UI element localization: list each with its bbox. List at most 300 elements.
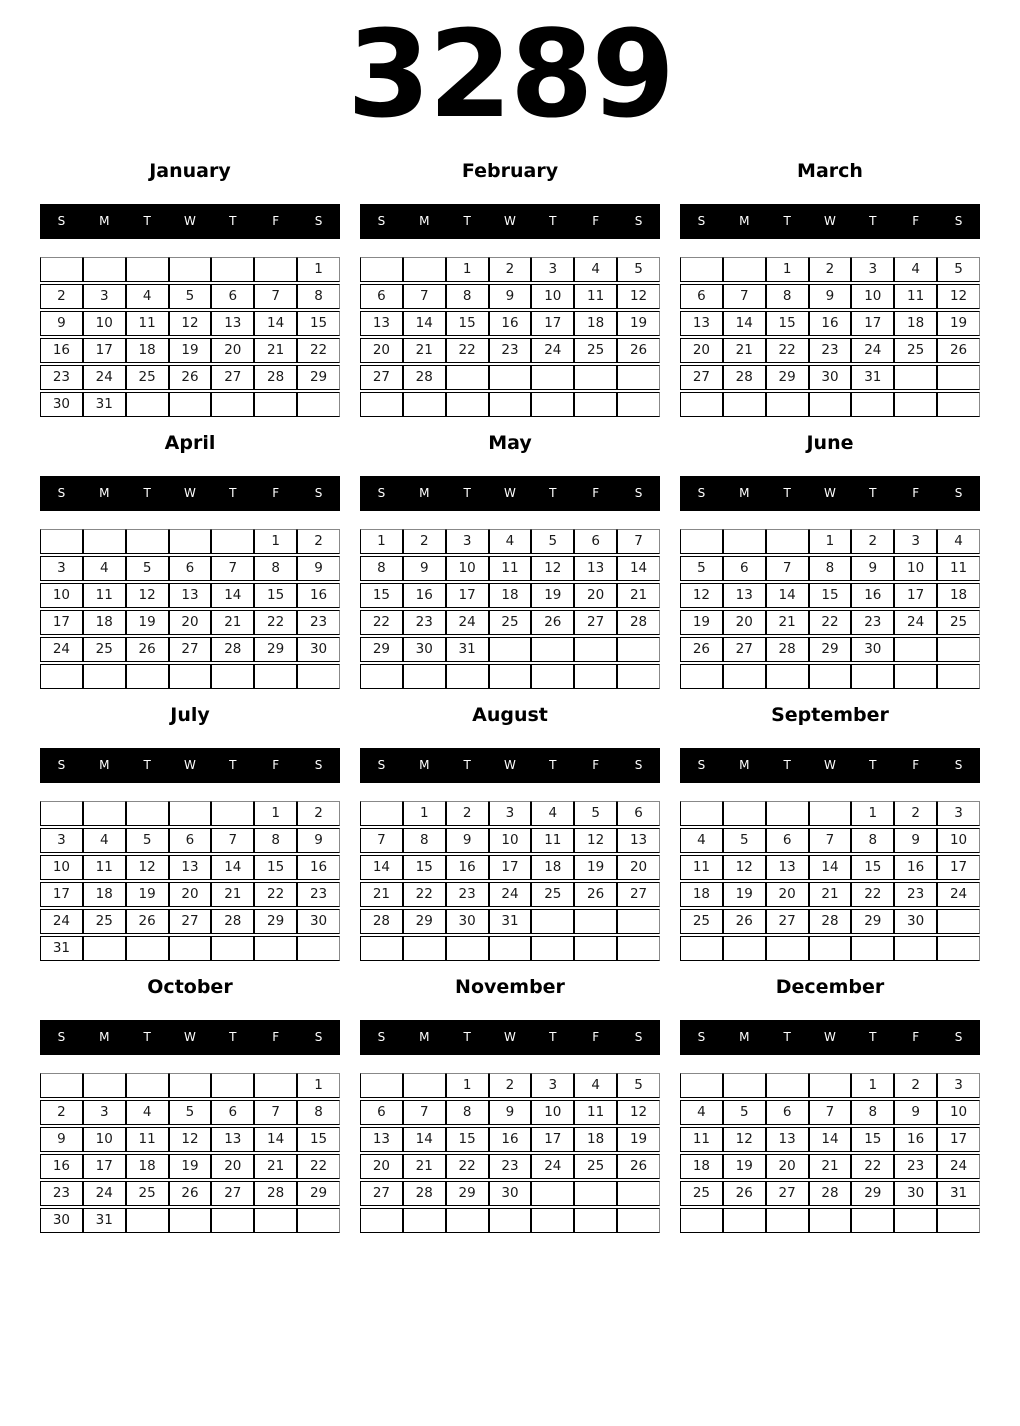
day-cell: 24 xyxy=(40,909,83,934)
day-cell: 7 xyxy=(617,529,660,554)
week-row xyxy=(360,284,660,309)
day-cell: 11 xyxy=(126,1127,169,1152)
day-cell: 13 xyxy=(766,855,809,880)
day-cell: 4 xyxy=(937,529,980,554)
day-cell: 16 xyxy=(489,1127,532,1152)
month-title: December xyxy=(775,975,885,998)
weekday-letter: T xyxy=(869,1030,877,1045)
weekday-letter: F xyxy=(912,486,920,501)
weekday-header-bar xyxy=(360,476,660,511)
day-cell: 30 xyxy=(851,637,894,662)
day-cell: 28 xyxy=(723,365,766,390)
weekday-letter: T xyxy=(549,758,557,773)
day-cell: 24 xyxy=(937,1154,980,1179)
empty-day-cell xyxy=(360,801,403,826)
day-cell: 25 xyxy=(83,637,126,662)
weekday-letter: F xyxy=(272,1030,280,1045)
empty-day-cell xyxy=(937,664,980,689)
day-cell: 8 xyxy=(851,1100,894,1125)
day-cell: 19 xyxy=(169,1154,212,1179)
day-cell: 10 xyxy=(40,855,83,880)
day-cell: 1 xyxy=(446,257,489,282)
week-row xyxy=(40,529,340,554)
empty-day-cell xyxy=(766,936,809,961)
day-cell: 29 xyxy=(297,365,340,390)
weekday-letter: W xyxy=(184,1030,196,1045)
month-days-body xyxy=(680,801,980,961)
weekday-letter: S xyxy=(697,214,706,229)
day-cell: 1 xyxy=(766,257,809,282)
day-cell: 14 xyxy=(403,311,446,336)
empty-day-cell xyxy=(723,257,766,282)
empty-day-cell xyxy=(680,257,723,282)
empty-day-cell xyxy=(254,936,297,961)
empty-day-cell xyxy=(360,257,403,282)
day-cell: 27 xyxy=(169,637,212,662)
day-cell: 17 xyxy=(83,1154,126,1179)
day-cell: 2 xyxy=(489,257,532,282)
day-cell: 28 xyxy=(254,365,297,390)
day-cell: 7 xyxy=(809,828,852,853)
weekday-letter: M xyxy=(739,758,750,773)
empty-day-cell xyxy=(126,936,169,961)
weekday-letter: S xyxy=(954,486,963,501)
day-cell: 24 xyxy=(40,637,83,662)
day-cell: 2 xyxy=(297,529,340,554)
week-row xyxy=(680,338,980,363)
day-cell: 23 xyxy=(446,882,489,907)
day-cell: 4 xyxy=(83,828,126,853)
empty-day-cell xyxy=(531,392,574,417)
day-cell: 22 xyxy=(254,882,297,907)
weekday-header-bar xyxy=(680,748,980,783)
day-cell: 22 xyxy=(446,338,489,363)
weekday-letter: S xyxy=(377,214,386,229)
week-row xyxy=(360,257,660,282)
month-block xyxy=(40,160,340,419)
month-days-body xyxy=(360,529,660,689)
weekday-letter: M xyxy=(419,758,430,773)
empty-day-cell xyxy=(766,1073,809,1098)
day-cell: 20 xyxy=(360,1154,403,1179)
day-cell: 17 xyxy=(40,610,83,635)
day-cell: 18 xyxy=(894,311,937,336)
weekday-letter: F xyxy=(272,758,280,773)
empty-day-cell xyxy=(680,529,723,554)
empty-day-cell xyxy=(126,257,169,282)
weekday-letter: S xyxy=(697,758,706,773)
week-row xyxy=(40,556,340,581)
day-cell: 18 xyxy=(83,610,126,635)
day-cell: 28 xyxy=(403,365,446,390)
day-cell: 26 xyxy=(169,1181,212,1206)
day-cell: 11 xyxy=(574,284,617,309)
week-row xyxy=(680,882,980,907)
empty-day-cell xyxy=(894,1208,937,1233)
weekday-header-bar xyxy=(680,204,980,239)
week-row xyxy=(360,909,660,934)
day-cell: 11 xyxy=(126,311,169,336)
day-cell: 13 xyxy=(723,583,766,608)
day-cell: 27 xyxy=(360,365,403,390)
week-row xyxy=(360,1208,660,1233)
day-cell: 22 xyxy=(766,338,809,363)
empty-day-cell xyxy=(617,637,660,662)
weekday-letter: S xyxy=(377,1030,386,1045)
day-cell: 5 xyxy=(937,257,980,282)
day-cell: 28 xyxy=(211,909,254,934)
weekday-letter: M xyxy=(739,214,750,229)
day-cell: 12 xyxy=(169,1127,212,1152)
empty-day-cell xyxy=(126,529,169,554)
week-row xyxy=(40,882,340,907)
day-cell: 16 xyxy=(489,311,532,336)
day-cell: 7 xyxy=(403,284,446,309)
day-cell: 11 xyxy=(83,583,126,608)
weekday-letter: W xyxy=(504,486,516,501)
day-cell: 15 xyxy=(766,311,809,336)
day-cell: 9 xyxy=(403,556,446,581)
week-row xyxy=(680,1127,980,1152)
empty-day-cell xyxy=(937,1208,980,1233)
day-cell: 10 xyxy=(531,1100,574,1125)
weekday-letter: M xyxy=(739,1030,750,1045)
week-row xyxy=(680,801,980,826)
month-days-table xyxy=(680,527,980,691)
day-cell: 20 xyxy=(680,338,723,363)
day-cell: 20 xyxy=(723,610,766,635)
day-cell: 10 xyxy=(937,1100,980,1125)
day-cell: 21 xyxy=(254,338,297,363)
day-cell: 5 xyxy=(680,556,723,581)
day-cell: 15 xyxy=(403,855,446,880)
day-cell: 26 xyxy=(531,610,574,635)
day-cell: 16 xyxy=(851,583,894,608)
week-row xyxy=(40,1127,340,1152)
day-cell: 6 xyxy=(360,1100,403,1125)
day-cell: 10 xyxy=(489,828,532,853)
day-cell: 12 xyxy=(617,1100,660,1125)
day-cell: 27 xyxy=(360,1181,403,1206)
empty-day-cell xyxy=(723,529,766,554)
day-cell: 10 xyxy=(851,284,894,309)
empty-day-cell xyxy=(446,1208,489,1233)
day-cell: 19 xyxy=(169,338,212,363)
week-row xyxy=(40,936,340,961)
month-days-table xyxy=(680,799,980,963)
week-row xyxy=(680,909,980,934)
day-cell: 3 xyxy=(937,1073,980,1098)
day-cell: 13 xyxy=(211,311,254,336)
empty-day-cell xyxy=(680,1073,723,1098)
day-cell: 29 xyxy=(360,637,403,662)
day-cell: 9 xyxy=(894,1100,937,1125)
weekday-letter: S xyxy=(57,1030,66,1045)
day-cell: 7 xyxy=(360,828,403,853)
day-cell: 17 xyxy=(937,855,980,880)
day-cell: 6 xyxy=(211,284,254,309)
empty-day-cell xyxy=(723,1208,766,1233)
day-cell: 21 xyxy=(254,1154,297,1179)
day-cell: 17 xyxy=(83,338,126,363)
empty-day-cell xyxy=(169,1208,212,1233)
weekday-letter: F xyxy=(592,1030,600,1045)
day-cell: 21 xyxy=(723,338,766,363)
day-cell: 7 xyxy=(723,284,766,309)
month-days-table xyxy=(40,255,340,419)
week-row xyxy=(680,664,980,689)
day-cell: 7 xyxy=(809,1100,852,1125)
weekday-letter: T xyxy=(869,758,877,773)
empty-day-cell xyxy=(617,936,660,961)
month-title: February xyxy=(461,159,559,182)
weekday-letter: M xyxy=(99,214,110,229)
day-cell: 29 xyxy=(254,637,297,662)
day-cell: 23 xyxy=(489,338,532,363)
empty-day-cell xyxy=(809,1073,852,1098)
empty-day-cell xyxy=(574,365,617,390)
day-cell: 16 xyxy=(446,855,489,880)
day-cell: 16 xyxy=(894,855,937,880)
day-cell: 4 xyxy=(894,257,937,282)
month-block xyxy=(40,432,340,691)
day-cell: 9 xyxy=(489,1100,532,1125)
day-cell: 8 xyxy=(809,556,852,581)
week-row xyxy=(680,1181,980,1206)
empty-day-cell xyxy=(894,936,937,961)
day-cell: 17 xyxy=(40,882,83,907)
week-row xyxy=(40,855,340,880)
week-row xyxy=(680,284,980,309)
day-cell: 6 xyxy=(680,284,723,309)
day-cell: 18 xyxy=(126,1154,169,1179)
week-row xyxy=(680,1154,980,1179)
day-cell: 25 xyxy=(680,909,723,934)
empty-day-cell xyxy=(126,801,169,826)
weekday-letter: M xyxy=(419,486,430,501)
week-row xyxy=(680,556,980,581)
empty-day-cell xyxy=(809,1208,852,1233)
day-cell: 2 xyxy=(446,801,489,826)
weekday-letter: M xyxy=(419,1030,430,1045)
day-cell: 10 xyxy=(83,311,126,336)
weekday-letter: S xyxy=(377,758,386,773)
month-days-body xyxy=(680,1073,980,1233)
empty-day-cell xyxy=(211,392,254,417)
day-cell: 1 xyxy=(254,801,297,826)
day-cell: 8 xyxy=(254,556,297,581)
day-cell: 27 xyxy=(169,909,212,934)
day-cell: 3 xyxy=(894,529,937,554)
day-cell: 23 xyxy=(894,1154,937,1179)
day-cell: 22 xyxy=(809,610,852,635)
day-cell: 9 xyxy=(894,828,937,853)
empty-day-cell xyxy=(83,936,126,961)
empty-day-cell xyxy=(446,936,489,961)
empty-day-cell xyxy=(489,1208,532,1233)
day-cell: 1 xyxy=(851,801,894,826)
day-cell: 3 xyxy=(83,284,126,309)
day-cell: 4 xyxy=(574,1073,617,1098)
day-cell: 23 xyxy=(40,365,83,390)
day-cell: 16 xyxy=(403,583,446,608)
day-cell: 6 xyxy=(574,529,617,554)
day-cell: 13 xyxy=(574,556,617,581)
week-row xyxy=(360,392,660,417)
month-days-body xyxy=(680,257,980,417)
weekday-letter: S xyxy=(57,758,66,773)
day-cell: 15 xyxy=(851,855,894,880)
day-cell: 14 xyxy=(211,583,254,608)
day-cell: 31 xyxy=(40,936,83,961)
day-cell: 15 xyxy=(297,1127,340,1152)
day-cell: 11 xyxy=(574,1100,617,1125)
day-cell: 16 xyxy=(894,1127,937,1152)
day-cell: 20 xyxy=(766,882,809,907)
day-cell: 4 xyxy=(83,556,126,581)
day-cell: 18 xyxy=(680,882,723,907)
day-cell: 1 xyxy=(446,1073,489,1098)
day-cell: 4 xyxy=(489,529,532,554)
day-cell: 13 xyxy=(169,583,212,608)
month-days-table xyxy=(360,527,660,691)
empty-day-cell xyxy=(126,1073,169,1098)
empty-day-cell xyxy=(617,1208,660,1233)
empty-day-cell xyxy=(360,664,403,689)
month-block xyxy=(40,976,340,1235)
week-row xyxy=(360,338,660,363)
day-cell: 20 xyxy=(360,338,403,363)
day-cell: 22 xyxy=(297,338,340,363)
empty-day-cell xyxy=(211,664,254,689)
day-cell: 3 xyxy=(851,257,894,282)
empty-day-cell xyxy=(531,365,574,390)
day-cell: 21 xyxy=(211,882,254,907)
weekday-letter: M xyxy=(739,486,750,501)
month-days-table xyxy=(40,799,340,963)
empty-day-cell xyxy=(254,1208,297,1233)
day-cell: 21 xyxy=(766,610,809,635)
day-cell: 17 xyxy=(531,311,574,336)
day-cell: 15 xyxy=(360,583,403,608)
empty-day-cell xyxy=(574,1208,617,1233)
empty-day-cell xyxy=(617,365,660,390)
empty-day-cell xyxy=(211,529,254,554)
weekday-letter: F xyxy=(592,214,600,229)
month-title: October xyxy=(147,975,233,998)
weekday-letter: T xyxy=(463,486,471,501)
empty-day-cell xyxy=(574,909,617,934)
week-row xyxy=(360,365,660,390)
weekday-letter: W xyxy=(504,214,516,229)
day-cell: 28 xyxy=(766,637,809,662)
day-cell: 29 xyxy=(254,909,297,934)
day-cell: 30 xyxy=(297,637,340,662)
empty-day-cell xyxy=(83,257,126,282)
day-cell: 25 xyxy=(126,365,169,390)
day-cell: 1 xyxy=(297,1073,340,1098)
day-cell: 16 xyxy=(809,311,852,336)
day-cell: 23 xyxy=(489,1154,532,1179)
week-row xyxy=(680,1073,980,1098)
empty-day-cell xyxy=(937,392,980,417)
empty-day-cell xyxy=(851,392,894,417)
day-cell: 5 xyxy=(617,257,660,282)
day-cell: 2 xyxy=(851,529,894,554)
day-cell: 22 xyxy=(360,610,403,635)
empty-day-cell xyxy=(211,257,254,282)
weekday-letter: F xyxy=(272,214,280,229)
day-cell: 9 xyxy=(489,284,532,309)
day-cell: 31 xyxy=(83,392,126,417)
empty-day-cell xyxy=(297,936,340,961)
month-title: June xyxy=(806,431,854,454)
day-cell: 18 xyxy=(680,1154,723,1179)
weekday-letter: T xyxy=(783,758,791,773)
day-cell: 10 xyxy=(446,556,489,581)
empty-day-cell xyxy=(169,257,212,282)
day-cell: 5 xyxy=(574,801,617,826)
weekday-letter: M xyxy=(99,1030,110,1045)
day-cell: 9 xyxy=(40,1127,83,1152)
day-cell: 23 xyxy=(403,610,446,635)
empty-day-cell xyxy=(680,1208,723,1233)
day-cell: 11 xyxy=(531,828,574,853)
empty-day-cell xyxy=(40,529,83,554)
day-cell: 22 xyxy=(851,882,894,907)
day-cell: 6 xyxy=(169,828,212,853)
day-cell: 14 xyxy=(809,855,852,880)
empty-day-cell xyxy=(403,664,446,689)
day-cell: 9 xyxy=(851,556,894,581)
day-cell: 3 xyxy=(531,257,574,282)
empty-day-cell xyxy=(937,936,980,961)
day-cell: 9 xyxy=(297,556,340,581)
empty-day-cell xyxy=(894,664,937,689)
day-cell: 12 xyxy=(126,583,169,608)
week-row xyxy=(360,556,660,581)
day-cell: 13 xyxy=(617,828,660,853)
day-cell: 19 xyxy=(574,855,617,880)
day-cell: 3 xyxy=(937,801,980,826)
month-block xyxy=(680,976,980,1235)
day-cell: 5 xyxy=(617,1073,660,1098)
month-block xyxy=(360,160,660,419)
months-grid xyxy=(40,160,980,1235)
day-cell: 27 xyxy=(723,637,766,662)
empty-day-cell xyxy=(446,664,489,689)
empty-day-cell xyxy=(766,664,809,689)
day-cell: 25 xyxy=(894,338,937,363)
day-cell: 22 xyxy=(851,1154,894,1179)
day-cell: 25 xyxy=(680,1181,723,1206)
day-cell: 7 xyxy=(211,556,254,581)
day-cell: 19 xyxy=(937,311,980,336)
month-days-table xyxy=(360,1071,660,1235)
week-row xyxy=(360,828,660,853)
weekday-letter: T xyxy=(229,758,237,773)
day-cell: 8 xyxy=(766,284,809,309)
weekday-letter: W xyxy=(824,758,836,773)
day-cell: 25 xyxy=(574,338,617,363)
empty-day-cell xyxy=(211,801,254,826)
empty-day-cell xyxy=(211,936,254,961)
day-cell: 12 xyxy=(617,284,660,309)
month-days-body xyxy=(40,801,340,961)
day-cell: 10 xyxy=(40,583,83,608)
day-cell: 27 xyxy=(211,365,254,390)
empty-day-cell xyxy=(531,637,574,662)
